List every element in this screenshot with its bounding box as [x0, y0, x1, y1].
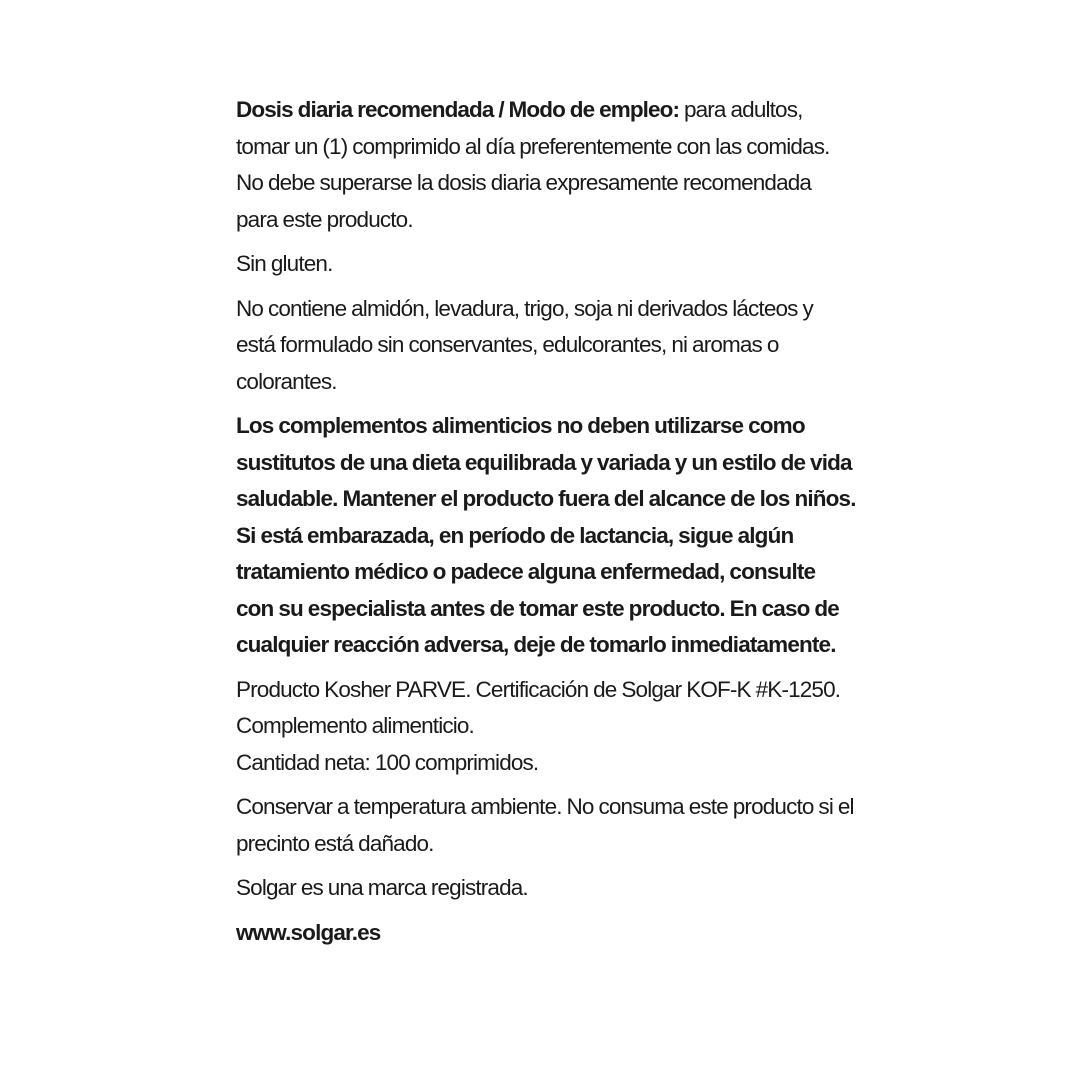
storage-paragraph: Conservar a temperatura ambiente. No consuma este producto si el precinto está dañado. — [236, 794, 854, 856]
warning-paragraph: Los complementos alimenticios no deben utilizarse como sustitutos de una dieta equilibrada y variada y un estilo de vida saludable. Mantener el producto fuera del alcance de los niños. Si está embarazada, en período de lactancia, sigue algún tratamiento médico o padece alguna enfermedad, consulte con su especialista antes de tomar este producto. En caso de cualquier reacción adversa, deje de tomarlo inmediatamente. — [236, 413, 856, 657]
dosage-heading: Dosis diaria recomendada / Modo de empleo: — [236, 97, 680, 122]
product-label-text — [236, 92, 856, 951]
dosage-text: para adultos, tomar un (1) comprimido al día preferentemente con las comidas. No debe superarse la dosis diaria expresamente recomendada para este producto. — [236, 97, 830, 232]
product-type: Complemento alimenticio. — [236, 713, 474, 738]
net-quantity: Cantidad neta: 100 comprimidos. — [236, 749, 539, 775]
trademark-note: Solgar es una marca registrada. — [236, 875, 528, 900]
gluten-free-note: Sin gluten. — [236, 251, 333, 276]
website-link[interactable]: www.solgar.es — [236, 919, 381, 945]
kosher-certification: Producto Kosher PARVE. Certificación de Solgar KOF-K #K-1250. — [236, 676, 841, 702]
free-from-paragraph: No contiene almidón, levadura, trigo, soja ni derivados lácteos y está formulado sin conservantes, edulcorantes, ni aromas o colorantes. — [236, 295, 813, 394]
dosage-paragraph — [236, 92, 856, 238]
